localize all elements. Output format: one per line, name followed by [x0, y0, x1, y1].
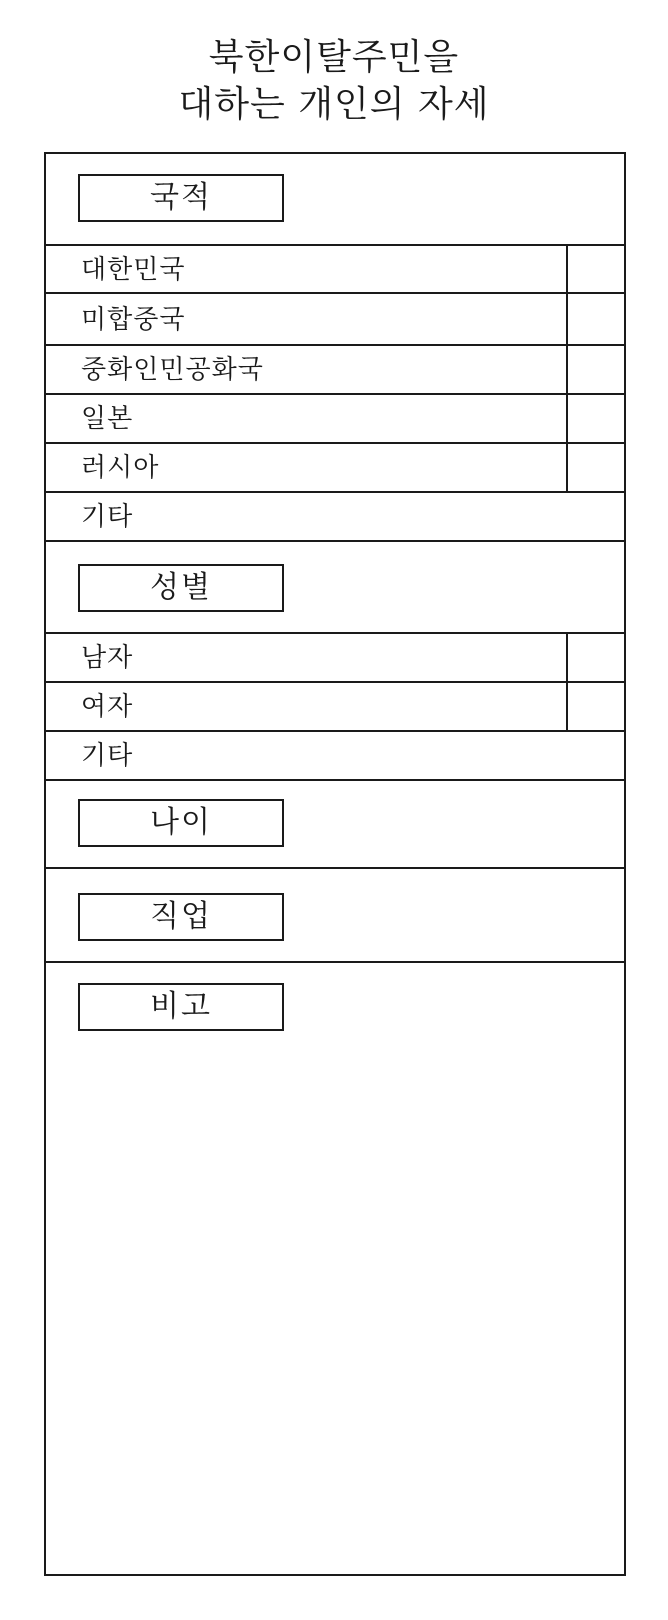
nationality-option-row — [46, 246, 624, 294]
form-title-line-2: 대하는 개인의 자세 — [178, 84, 490, 125]
nationality-option-china: 중화인민공화국 — [81, 355, 264, 385]
form-title — [0, 34, 668, 128]
gender-label: 성별 — [78, 564, 284, 612]
gender-option-other: 기타 — [81, 741, 134, 771]
nationality-option-row — [46, 346, 624, 395]
occupation-section[interactable] — [46, 869, 624, 963]
gender-other-row[interactable] — [46, 732, 624, 781]
occupation-label: 직업 — [78, 893, 284, 941]
nationality-japan-checkbox[interactable] — [566, 395, 624, 442]
gender-male-checkbox[interactable] — [566, 634, 624, 681]
nationality-other-row[interactable] — [46, 493, 624, 542]
gender-option-female: 여자 — [81, 692, 134, 722]
nationality-option-japan: 일본 — [81, 404, 134, 434]
age-label: 나이 — [78, 799, 284, 847]
gender-option-row — [46, 683, 624, 732]
nationality-option-russia: 러시아 — [81, 453, 160, 483]
survey-form — [44, 152, 626, 1576]
nationality-russia-checkbox[interactable] — [566, 444, 624, 491]
nationality-korea-checkbox[interactable] — [566, 246, 624, 292]
form-title-line-1: 북한이탈주민을 — [208, 37, 460, 78]
nationality-option-korea: 대한민국 — [81, 255, 186, 285]
nationality-label: 국적 — [78, 174, 284, 222]
gender-female-checkbox[interactable] — [566, 683, 624, 730]
gender-option-male: 남자 — [81, 643, 134, 673]
nationality-section-header — [46, 154, 624, 246]
gender-section-header — [46, 542, 624, 634]
remarks-section[interactable] — [46, 963, 624, 1525]
nationality-option-row — [46, 444, 624, 493]
age-section[interactable] — [46, 781, 624, 869]
nationality-option-row — [46, 294, 624, 346]
nationality-option-row — [46, 395, 624, 444]
nationality-option-usa: 미합중국 — [81, 305, 186, 335]
nationality-option-other: 기타 — [81, 502, 134, 532]
remarks-label: 비고 — [78, 983, 284, 1031]
gender-option-row — [46, 634, 624, 683]
nationality-china-checkbox[interactable] — [566, 346, 624, 393]
nationality-usa-checkbox[interactable] — [566, 294, 624, 344]
